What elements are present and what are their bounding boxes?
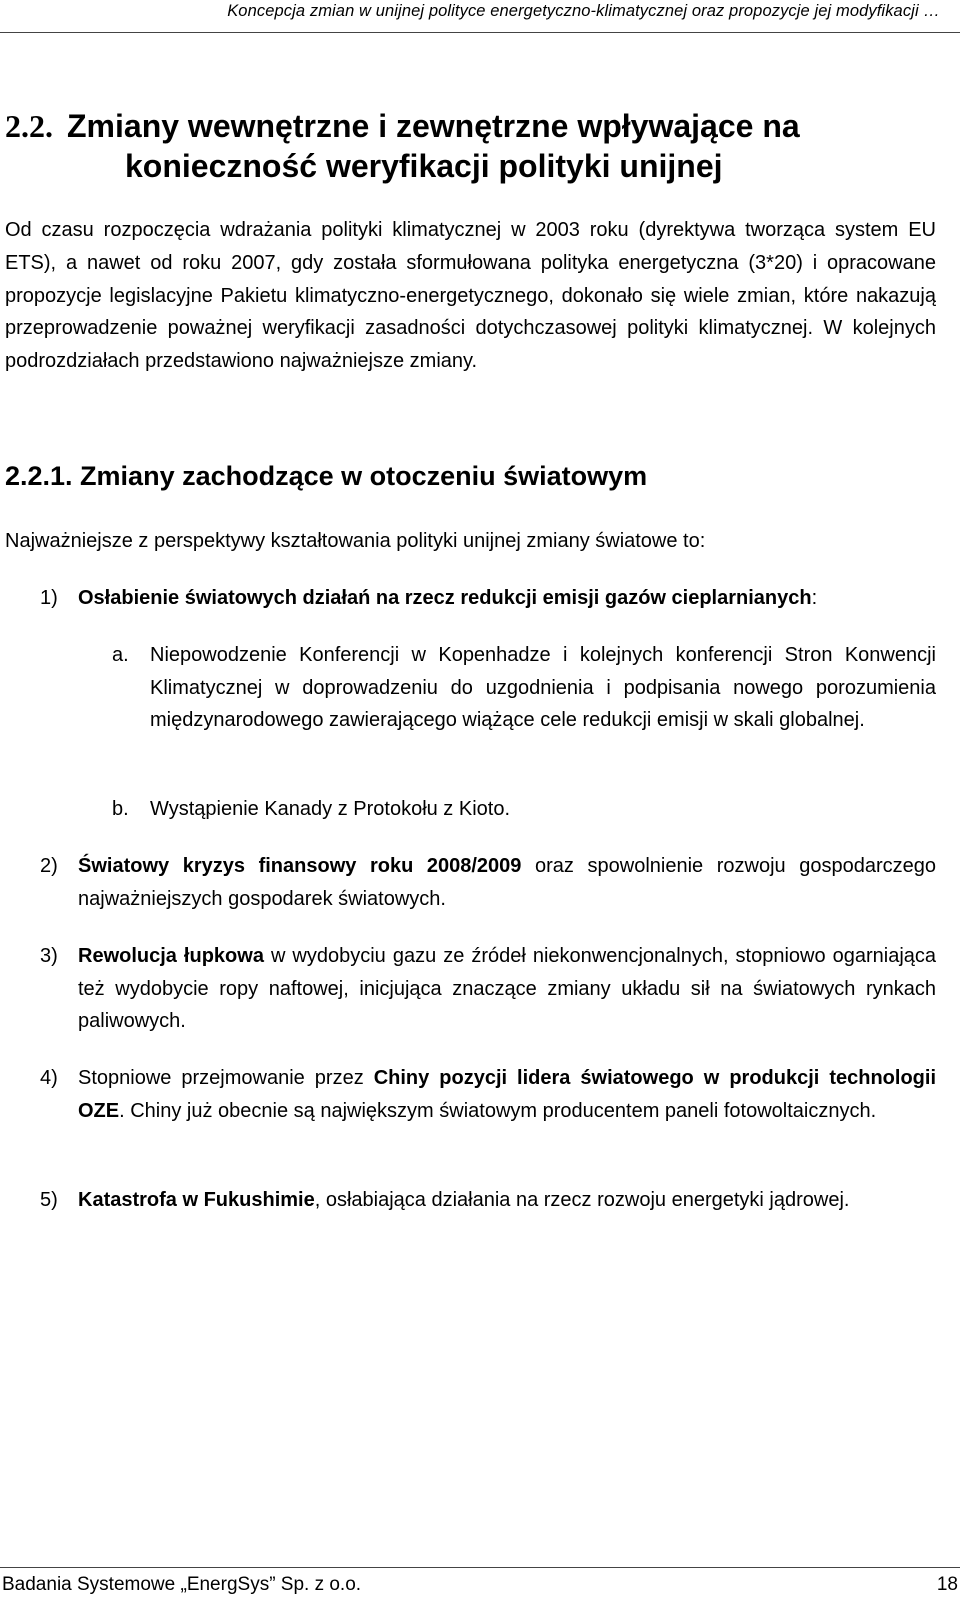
list-item-2 bbox=[40, 850, 936, 915]
subsection-heading: 2.2.1. Zmiany zachodzące w otoczeniu światowym bbox=[5, 461, 648, 491]
page-number: 18 bbox=[936, 1574, 958, 1595]
list-item-number: 3) bbox=[40, 945, 58, 967]
sub-item-b bbox=[112, 793, 936, 826]
list-item-pre: Stopniowe przejmowanie przez bbox=[78, 1067, 374, 1089]
list-item-1 bbox=[40, 582, 936, 615]
sub-item-letter: b. bbox=[112, 798, 129, 820]
list-item-bold: Rewolucja łupkowa bbox=[78, 945, 264, 967]
section-title-line2: konieczność weryfikacji polityki unijnej bbox=[125, 148, 723, 184]
subsection-intro: Najważniejsze z perspektywy kształtowania polityki unijnej zmiany światowe to: bbox=[5, 530, 706, 552]
sub-item-text: Wystąpienie Kanady z Protokołu z Kioto. bbox=[150, 798, 511, 820]
section-number: 2.2. bbox=[5, 108, 53, 144]
list-item-rest: w wydobyciu gazu ze źródeł niekonwencjonalnych, stopniowo ogarniająca też wydobycie ropy naftowej, inicjująca znaczące zmiany układu sił na światowych rynkach paliwowych. bbox=[78, 945, 937, 1032]
sub-item-text: Niepowodzenie Konferencji w Kopenhadze i kolejnych konferencji Stron Konwencji Klimatycznej w doprowadzeniu do uzgodnienia i podpisania nowego porozumienia międzynarodowego zawierającego wiążące cele redukcji emisji w skali globalnej. bbox=[150, 644, 936, 731]
section-paragraph: Od czasu rozpoczęcia wdrażania polityki klimatycznej w 2003 roku (dyrektywa tworząca system EU ETS), a nawet od roku 2007, gdy została sformułowana polityka energetyczna (3*20) i opracowane propozycje legislacyjne Pakietu klimatyczno-energetycznego, dokonało się wiele zmian, które nakazują przeprowadzenie poważnej weryfikacji zasadności dotychczasowej polityki klimatycznej. W kolejnych podrozdziałach przedstawiono najważniejsze zmiany. bbox=[5, 219, 936, 373]
footer-company: Badania Systemowe „EnergSys” Sp. z o.o. bbox=[2, 1574, 362, 1595]
list-item-bold: Chiny pozycji lidera światowego w produkcji technologii OZE bbox=[78, 1067, 936, 1122]
list-item-body bbox=[78, 940, 936, 1038]
list-item-4 bbox=[40, 1062, 936, 1127]
sub-item-letter: a. bbox=[112, 644, 129, 666]
list-item-rest: oraz spowolnienie rozwoju gospodarczego najważniejszych gospodarek światowych. bbox=[78, 855, 937, 910]
list-item-body bbox=[78, 1062, 936, 1127]
list-item-bold: Osłabienie światowych działań na rzecz redukcji emisji gazów cieplarnianych bbox=[78, 587, 812, 609]
list-item-number: 1) bbox=[40, 587, 58, 609]
list-item-rest: . Chiny już obecnie są największym światowym producentem paneli fotowoltaicznych. bbox=[119, 1099, 877, 1122]
section-heading bbox=[5, 106, 945, 186]
page-header bbox=[0, 0, 960, 33]
sub-item-a bbox=[112, 639, 936, 737]
list-item-number: 2) bbox=[40, 855, 58, 877]
list-item-number: 5) bbox=[40, 1189, 58, 1211]
page-footer bbox=[0, 1567, 960, 1602]
running-title: Koncepcja zmian w unijnej polityce energetyczno-klimatycznej oraz propozycje jej modyfikacji … bbox=[227, 2, 940, 20]
list-item-body bbox=[78, 1184, 936, 1217]
list-item-number: 4) bbox=[40, 1067, 58, 1089]
list-item-body bbox=[78, 582, 936, 615]
list-item-rest: , osłabiająca działania na rzecz rozwoju energetyki jądrowej. bbox=[314, 1189, 850, 1211]
list-item-rest: : bbox=[811, 587, 818, 609]
list-item-bold: Światowy kryzys finansowy roku 2008/2009 bbox=[78, 855, 522, 877]
section-title-line1: Zmiany wewnętrzne i zewnętrzne wpływające na bbox=[67, 108, 800, 144]
list-item-bold: Katastrofa w Fukushimie bbox=[78, 1189, 315, 1211]
list-item-body bbox=[78, 850, 936, 915]
list-item-5 bbox=[40, 1184, 936, 1217]
list-item-3 bbox=[40, 940, 936, 1038]
